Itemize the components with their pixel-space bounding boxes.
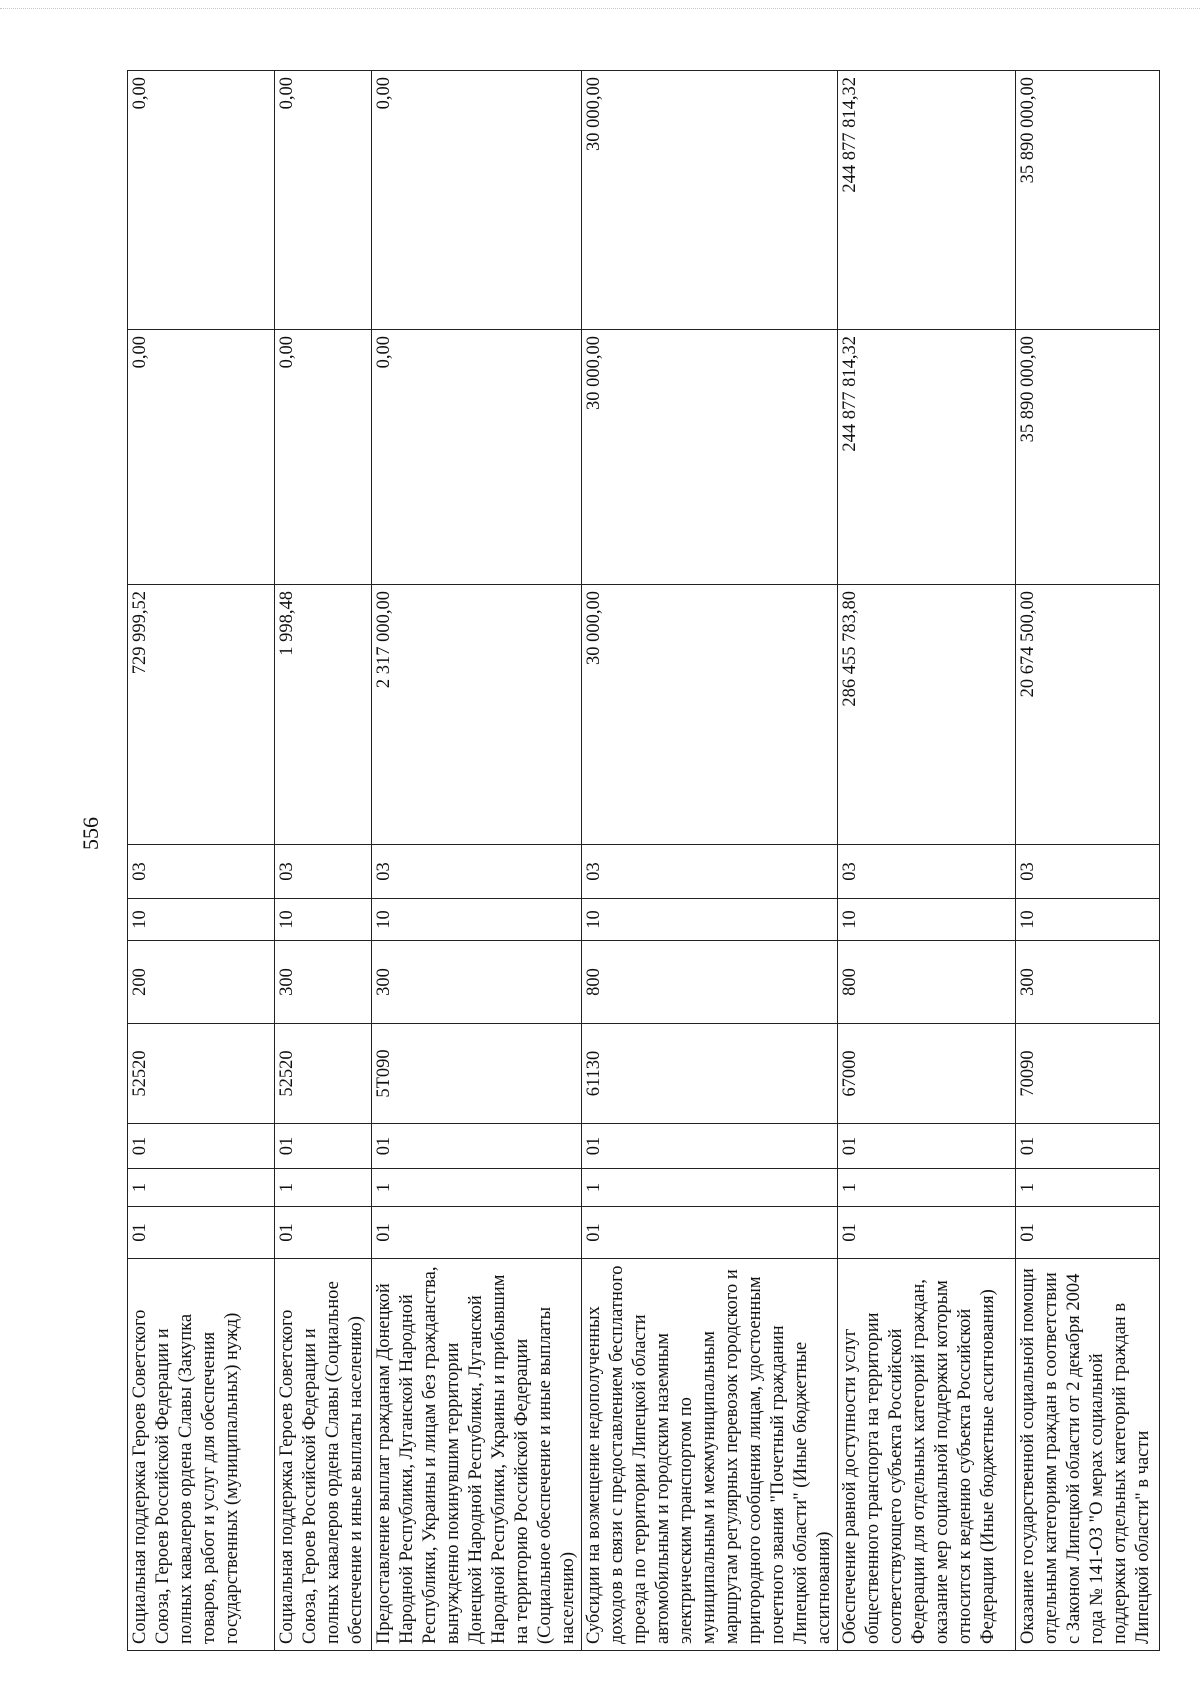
code-cell: 1	[128, 1169, 275, 1207]
amount-cell: 0,00	[372, 330, 582, 585]
table-body	[128, 71, 1160, 1651]
amount-cell: 0,00	[275, 330, 372, 585]
code-cell: 01	[128, 1124, 275, 1169]
table-row	[1016, 71, 1160, 1651]
code-cell: 300	[1016, 941, 1160, 1024]
scan-top-edge	[0, 8, 1200, 9]
amount-cell: 1 998,48	[275, 585, 372, 845]
code-cell: 01	[1016, 1124, 1160, 1169]
code-cell: 5Т090	[372, 1024, 582, 1124]
amount-cell: 244 877 814,32	[838, 330, 1016, 585]
code-cell: 300	[275, 941, 372, 1024]
amount-cell: 35 890 000,00	[1016, 71, 1160, 330]
row-description: Субсидии на возмещение недополученных доходов в связи с предоставлением бесплатного проезда по территории Липецкой области автомобильным и городским наземным электрическим транспортом по муниципальным и межмуниципальным маршрутам регулярных перевозок городского и пригородного сообщения лицам, удостоенным почетного звания "Почетный гражданин Липецкой области" (Иные бюджетные ассигнования)	[582, 1259, 838, 1651]
amount-cell: 0,00	[372, 71, 582, 330]
row-description: Социальная поддержка Героев Советского Союза, Героев Российской Федерации и полных кавалеров ордена Славы (Закупка товаров, работ и услуг для обеспечения государственных (муниципальных) нужд)	[128, 1259, 275, 1651]
code-cell: 300	[372, 941, 582, 1024]
code-cell: 01	[838, 1124, 1016, 1169]
table-row	[582, 71, 838, 1651]
amount-cell: 20 674 500,00	[1016, 585, 1160, 845]
code-cell: 10	[275, 899, 372, 941]
code-cell: 03	[128, 845, 275, 899]
code-cell: 52520	[128, 1024, 275, 1124]
code-cell: 01	[128, 1207, 275, 1259]
rotated-table-container	[127, 71, 1153, 1651]
code-cell: 01	[372, 1124, 582, 1169]
code-cell: 01	[275, 1124, 372, 1169]
amount-cell: 0,00	[128, 71, 275, 330]
code-cell: 10	[372, 899, 582, 941]
amount-cell: 286 455 783,80	[838, 585, 1016, 845]
table-row	[275, 71, 372, 1651]
amount-cell: 729 999,52	[128, 585, 275, 845]
amount-cell: 244 877 814,32	[838, 71, 1016, 330]
amount-cell: 30 000,00	[582, 585, 838, 845]
code-cell: 1	[372, 1169, 582, 1207]
amount-cell: 0,00	[275, 71, 372, 330]
row-description: Социальная поддержка Героев Советского Союза, Героев Российской Федерации и полных кавалеров ордена Славы (Социальное обеспечение и иные выплаты населению)	[275, 1259, 372, 1651]
code-cell: 01	[372, 1207, 582, 1259]
code-cell: 01	[838, 1207, 1016, 1259]
row-description: Обеспечение равной доступности услуг общественного транспорта на территории соответствующего субъекта Российской Федерации для отдельных категорий граждан, оказание мер социальной поддержки которым относится к ведению субъекта Российской Федерации (Иные бюджетные ассигнования)	[838, 1259, 1016, 1651]
page-number: 556	[78, 817, 103, 850]
code-cell: 01	[1016, 1207, 1160, 1259]
code-cell: 01	[582, 1207, 838, 1259]
amount-cell: 30 000,00	[582, 71, 838, 330]
amount-cell: 0,00	[128, 330, 275, 585]
code-cell: 01	[582, 1124, 838, 1169]
code-cell: 10	[1016, 899, 1160, 941]
code-cell: 800	[582, 941, 838, 1024]
code-cell: 10	[838, 899, 1016, 941]
code-cell: 03	[372, 845, 582, 899]
code-cell: 1	[838, 1169, 1016, 1207]
code-cell: 03	[1016, 845, 1160, 899]
amount-cell: 30 000,00	[582, 330, 838, 585]
code-cell: 10	[128, 899, 275, 941]
row-description: Предоставление выплат гражданам Донецкой Народной Республики, Луганской Народной Республики, Украины и лицам без гражданства, вынужденно покинувшим территории Донецкой Народной Республики, Луганской Народной Республики, Украины и прибывшим на территорию Российской Федерации (Социальное обеспечение и иные выплаты населению)	[372, 1259, 582, 1651]
code-cell: 1	[1016, 1169, 1160, 1207]
code-cell: 800	[838, 941, 1016, 1024]
amount-cell: 2 317 000,00	[372, 585, 582, 845]
budget-table	[127, 70, 1160, 1651]
code-cell: 61130	[582, 1024, 838, 1124]
code-cell: 52520	[275, 1024, 372, 1124]
table-row	[372, 71, 582, 1651]
code-cell: 1	[275, 1169, 372, 1207]
amount-cell: 35 890 000,00	[1016, 330, 1160, 585]
code-cell: 1	[582, 1169, 838, 1207]
code-cell: 03	[582, 845, 838, 899]
code-cell: 200	[128, 941, 275, 1024]
code-cell: 70090	[1016, 1024, 1160, 1124]
code-cell: 03	[838, 845, 1016, 899]
code-cell: 01	[275, 1207, 372, 1259]
code-cell: 67000	[838, 1024, 1016, 1124]
code-cell: 10	[582, 899, 838, 941]
code-cell: 03	[275, 845, 372, 899]
table-row	[838, 71, 1016, 1651]
row-description: Оказание государственной социальной помощи отдельным категориям граждан в соответствии с Законом Липецкой области от 2 декабря 2004 года № 141-ОЗ "О мерах социальной поддержки отдельных категорий граждан в Липецкой области" в части	[1016, 1259, 1160, 1651]
table-row	[128, 71, 275, 1651]
